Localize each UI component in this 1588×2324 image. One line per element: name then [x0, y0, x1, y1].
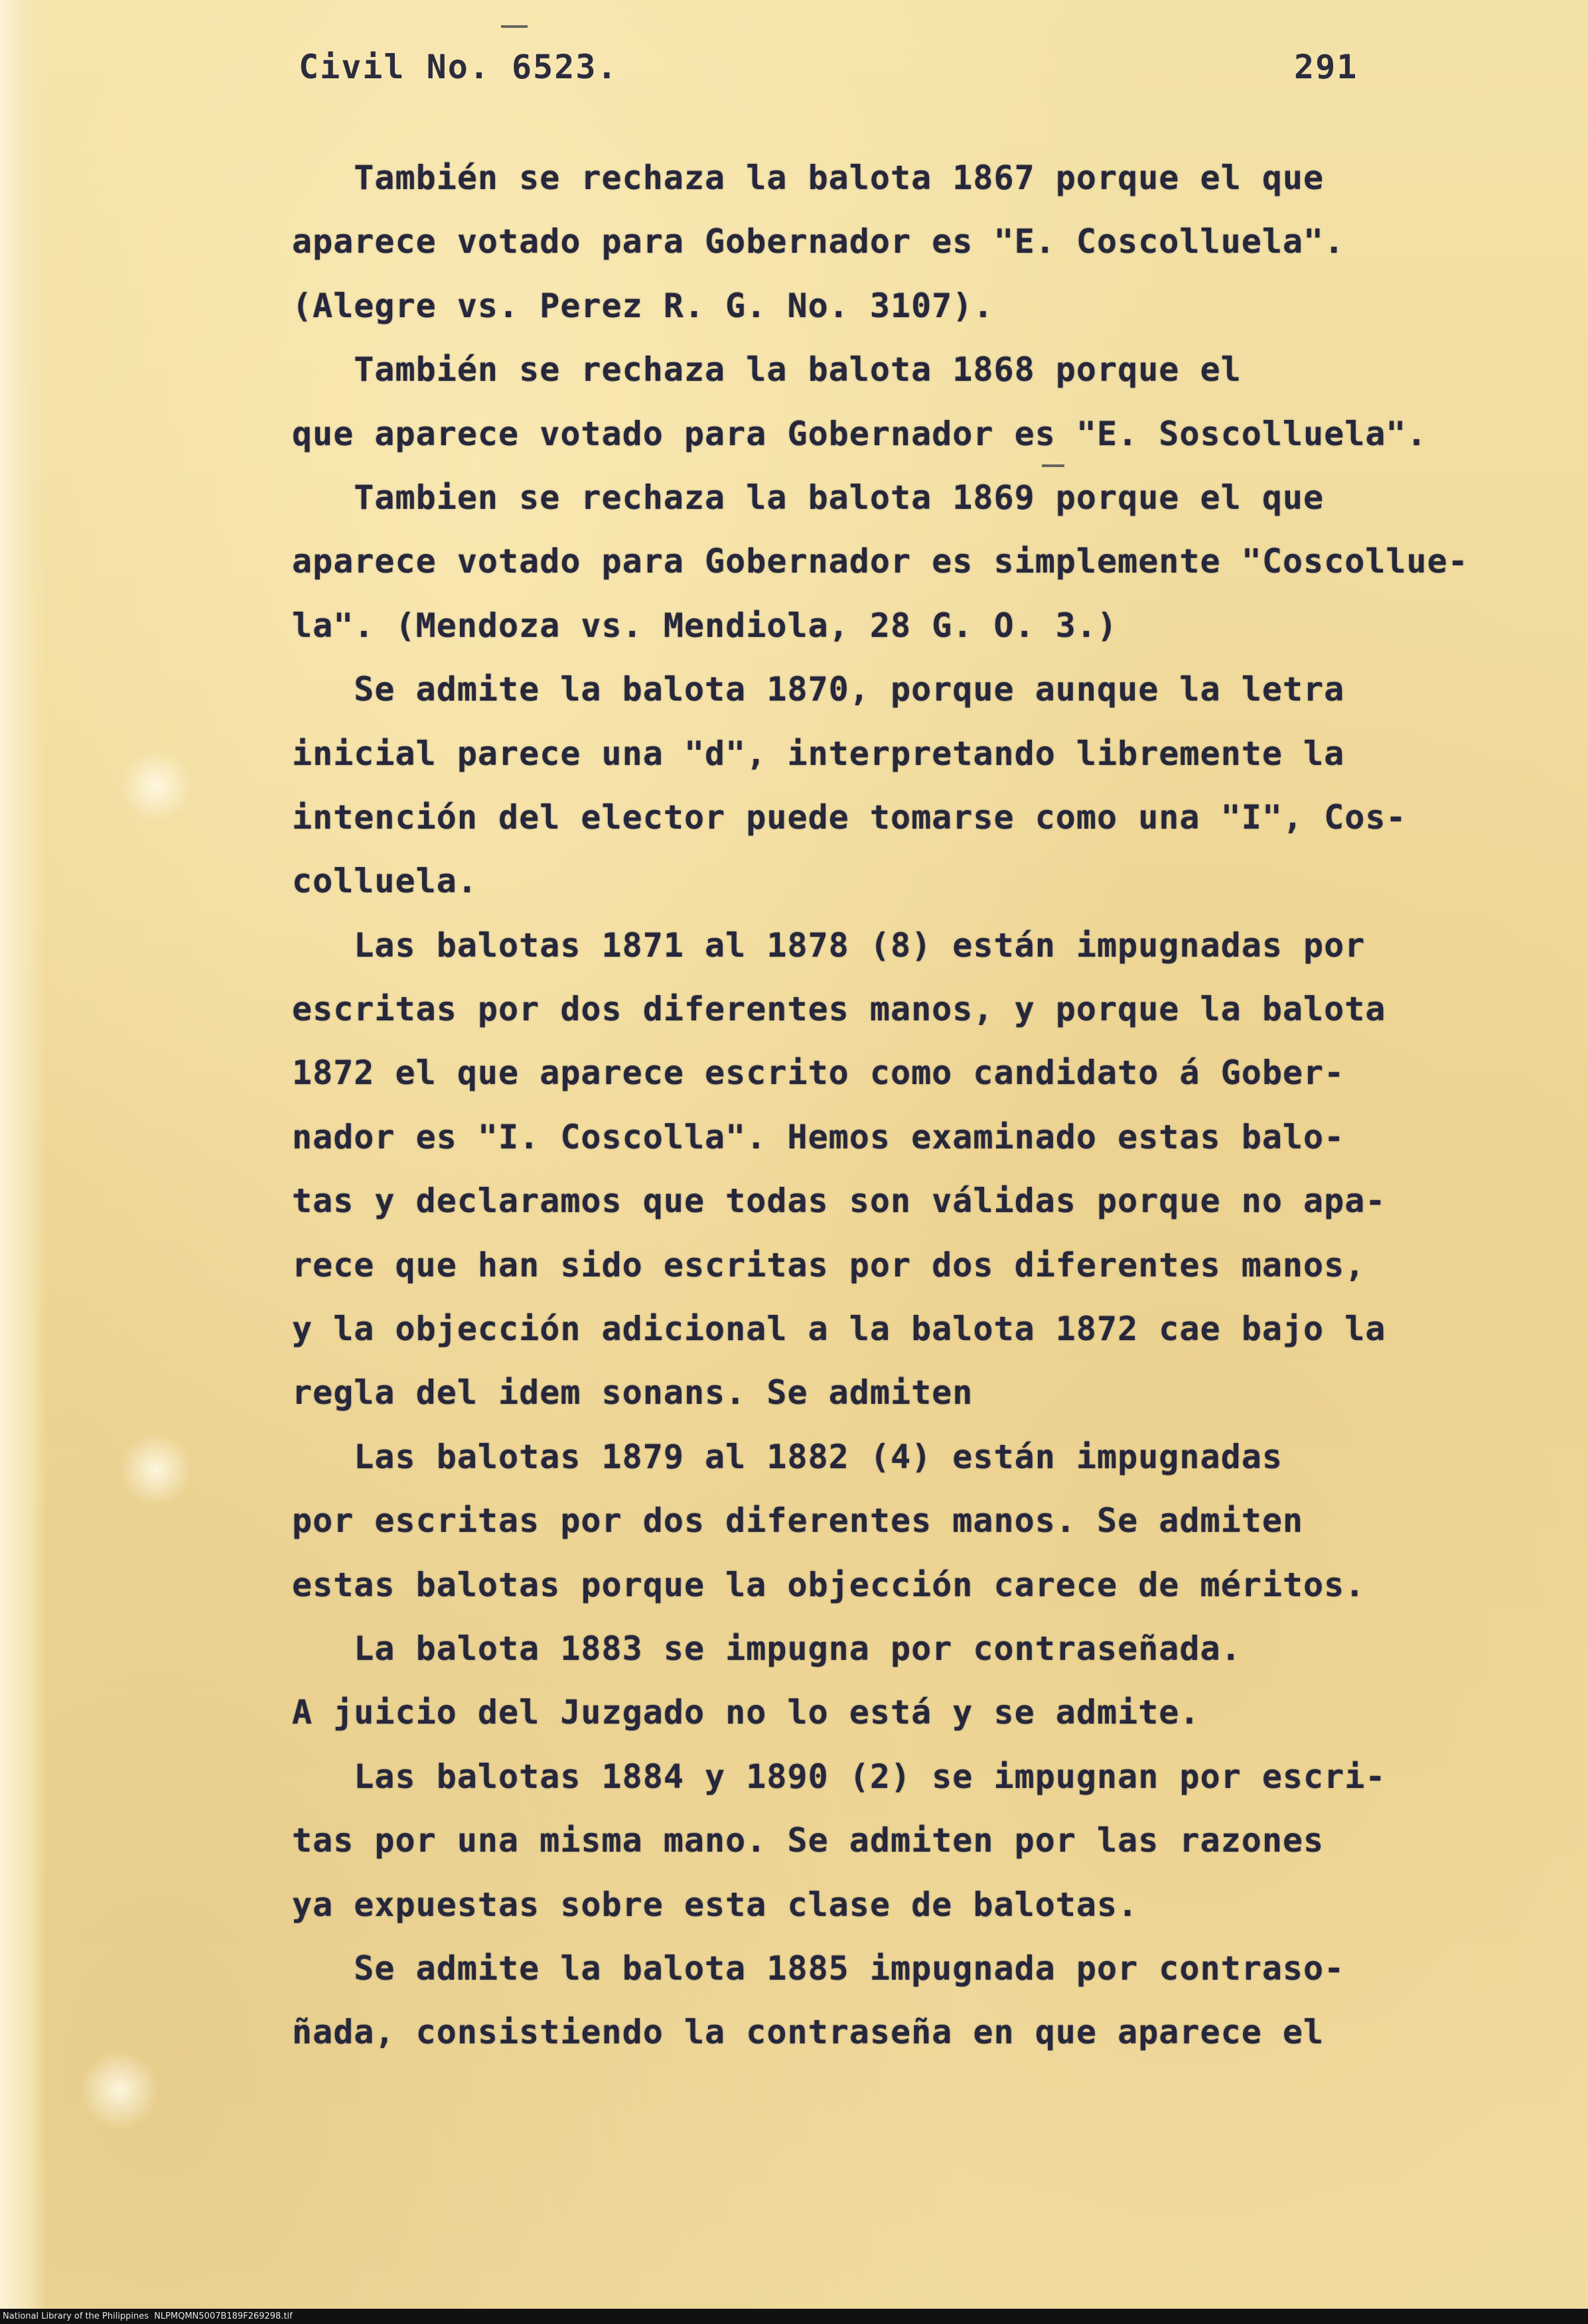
- text-line: intención del elector puede tomarse como una "I", Cos-: [292, 797, 1407, 837]
- case-number: Civil No. 6523.: [299, 48, 618, 86]
- text-line: 1872 el que aparece escrito como candidato á Gober-: [292, 1054, 1345, 1093]
- paper-stain: [80, 2050, 159, 2130]
- document-body: [292, 146, 1469, 2065]
- paper-stain: [119, 750, 192, 823]
- text-line: la". (Mendoza vs. Mendiola, 28 G. O. 3.): [292, 606, 1118, 645]
- text-line: ya expuestas sobre esta clase de balotas.: [292, 1885, 1139, 1924]
- text-line: ñada, consistiendo la contraseña en que aparece el: [292, 2013, 1325, 2052]
- footer-library: National Library of the Philippines: [3, 2311, 149, 2321]
- text-line: escritas por dos diferentes manos, y porque la balota: [292, 990, 1386, 1029]
- text-line: colluela.: [292, 862, 478, 901]
- text-line: tas y declaramos que todas son válidas porque no apa-: [292, 1182, 1386, 1221]
- text-line: La balota 1883 se impugna por contraseñada.: [292, 1629, 1242, 1668]
- footer-file-id: NLPMQMN5007B189F269298.tif: [154, 2311, 293, 2321]
- text-line: que aparece votado para Gobernador es "E. Soscolluela".: [292, 414, 1427, 453]
- text-line: También se rechaza la balota 1867 porque el que: [292, 159, 1325, 197]
- text-line: Se admite la balota 1885 impugnada por contraso-: [292, 1948, 1345, 1988]
- text-line: tas por una misma mano. Se admiten por las razones: [292, 1821, 1325, 1860]
- text-line: aparece votado para Gobernador es "E. Coscolluela".: [292, 222, 1345, 261]
- text-line: También se rechaza la balota 1868 porque el: [292, 350, 1242, 389]
- page-mark: [501, 25, 528, 28]
- text-line: estas balotas porque la objección carece de méritos.: [292, 1565, 1366, 1604]
- page-number: 291: [1294, 48, 1358, 86]
- text-line: Se admite la balota 1870, porque aunque la letra: [292, 670, 1345, 709]
- text-line: Las balotas 1884 y 1890 (2) se impugnan por escri-: [292, 1757, 1386, 1796]
- text-line: Las balotas 1871 al 1878 (8) están impugnadas por: [292, 925, 1366, 965]
- text-line: A juicio del Juzgado no lo está y se admite.: [292, 1693, 1200, 1732]
- text-line: Las balotas 1879 al 1882 (4) están impugnadas: [292, 1437, 1283, 1476]
- scan-footer: [0, 2309, 1588, 2324]
- text-line: inicial parece una "d", interpretando libremente la: [292, 734, 1345, 773]
- text-line: por escritas por dos diferentes manos. Se admiten: [292, 1501, 1304, 1540]
- text-line: Tambien se rechaza la balota 1869 porque el que: [292, 478, 1325, 517]
- text-line: (Alegre vs. Perez R. G. No. 3107).: [292, 286, 994, 325]
- page-left-edge: [0, 0, 46, 2309]
- text-line: rece que han sido escritas por dos diferentes manos,: [292, 1245, 1366, 1284]
- paper-stain: [119, 1433, 192, 1506]
- text-line: aparece votado para Gobernador es simplemente "Coscollue-: [292, 542, 1469, 581]
- text-line: regla del idem sonans. Se admiten: [292, 1373, 974, 1412]
- text-line: nador es "I. Coscolla". Hemos examinado estas balo-: [292, 1117, 1345, 1156]
- text-line: y la objección adicional a la balota 1872 cae bajo la: [292, 1310, 1386, 1349]
